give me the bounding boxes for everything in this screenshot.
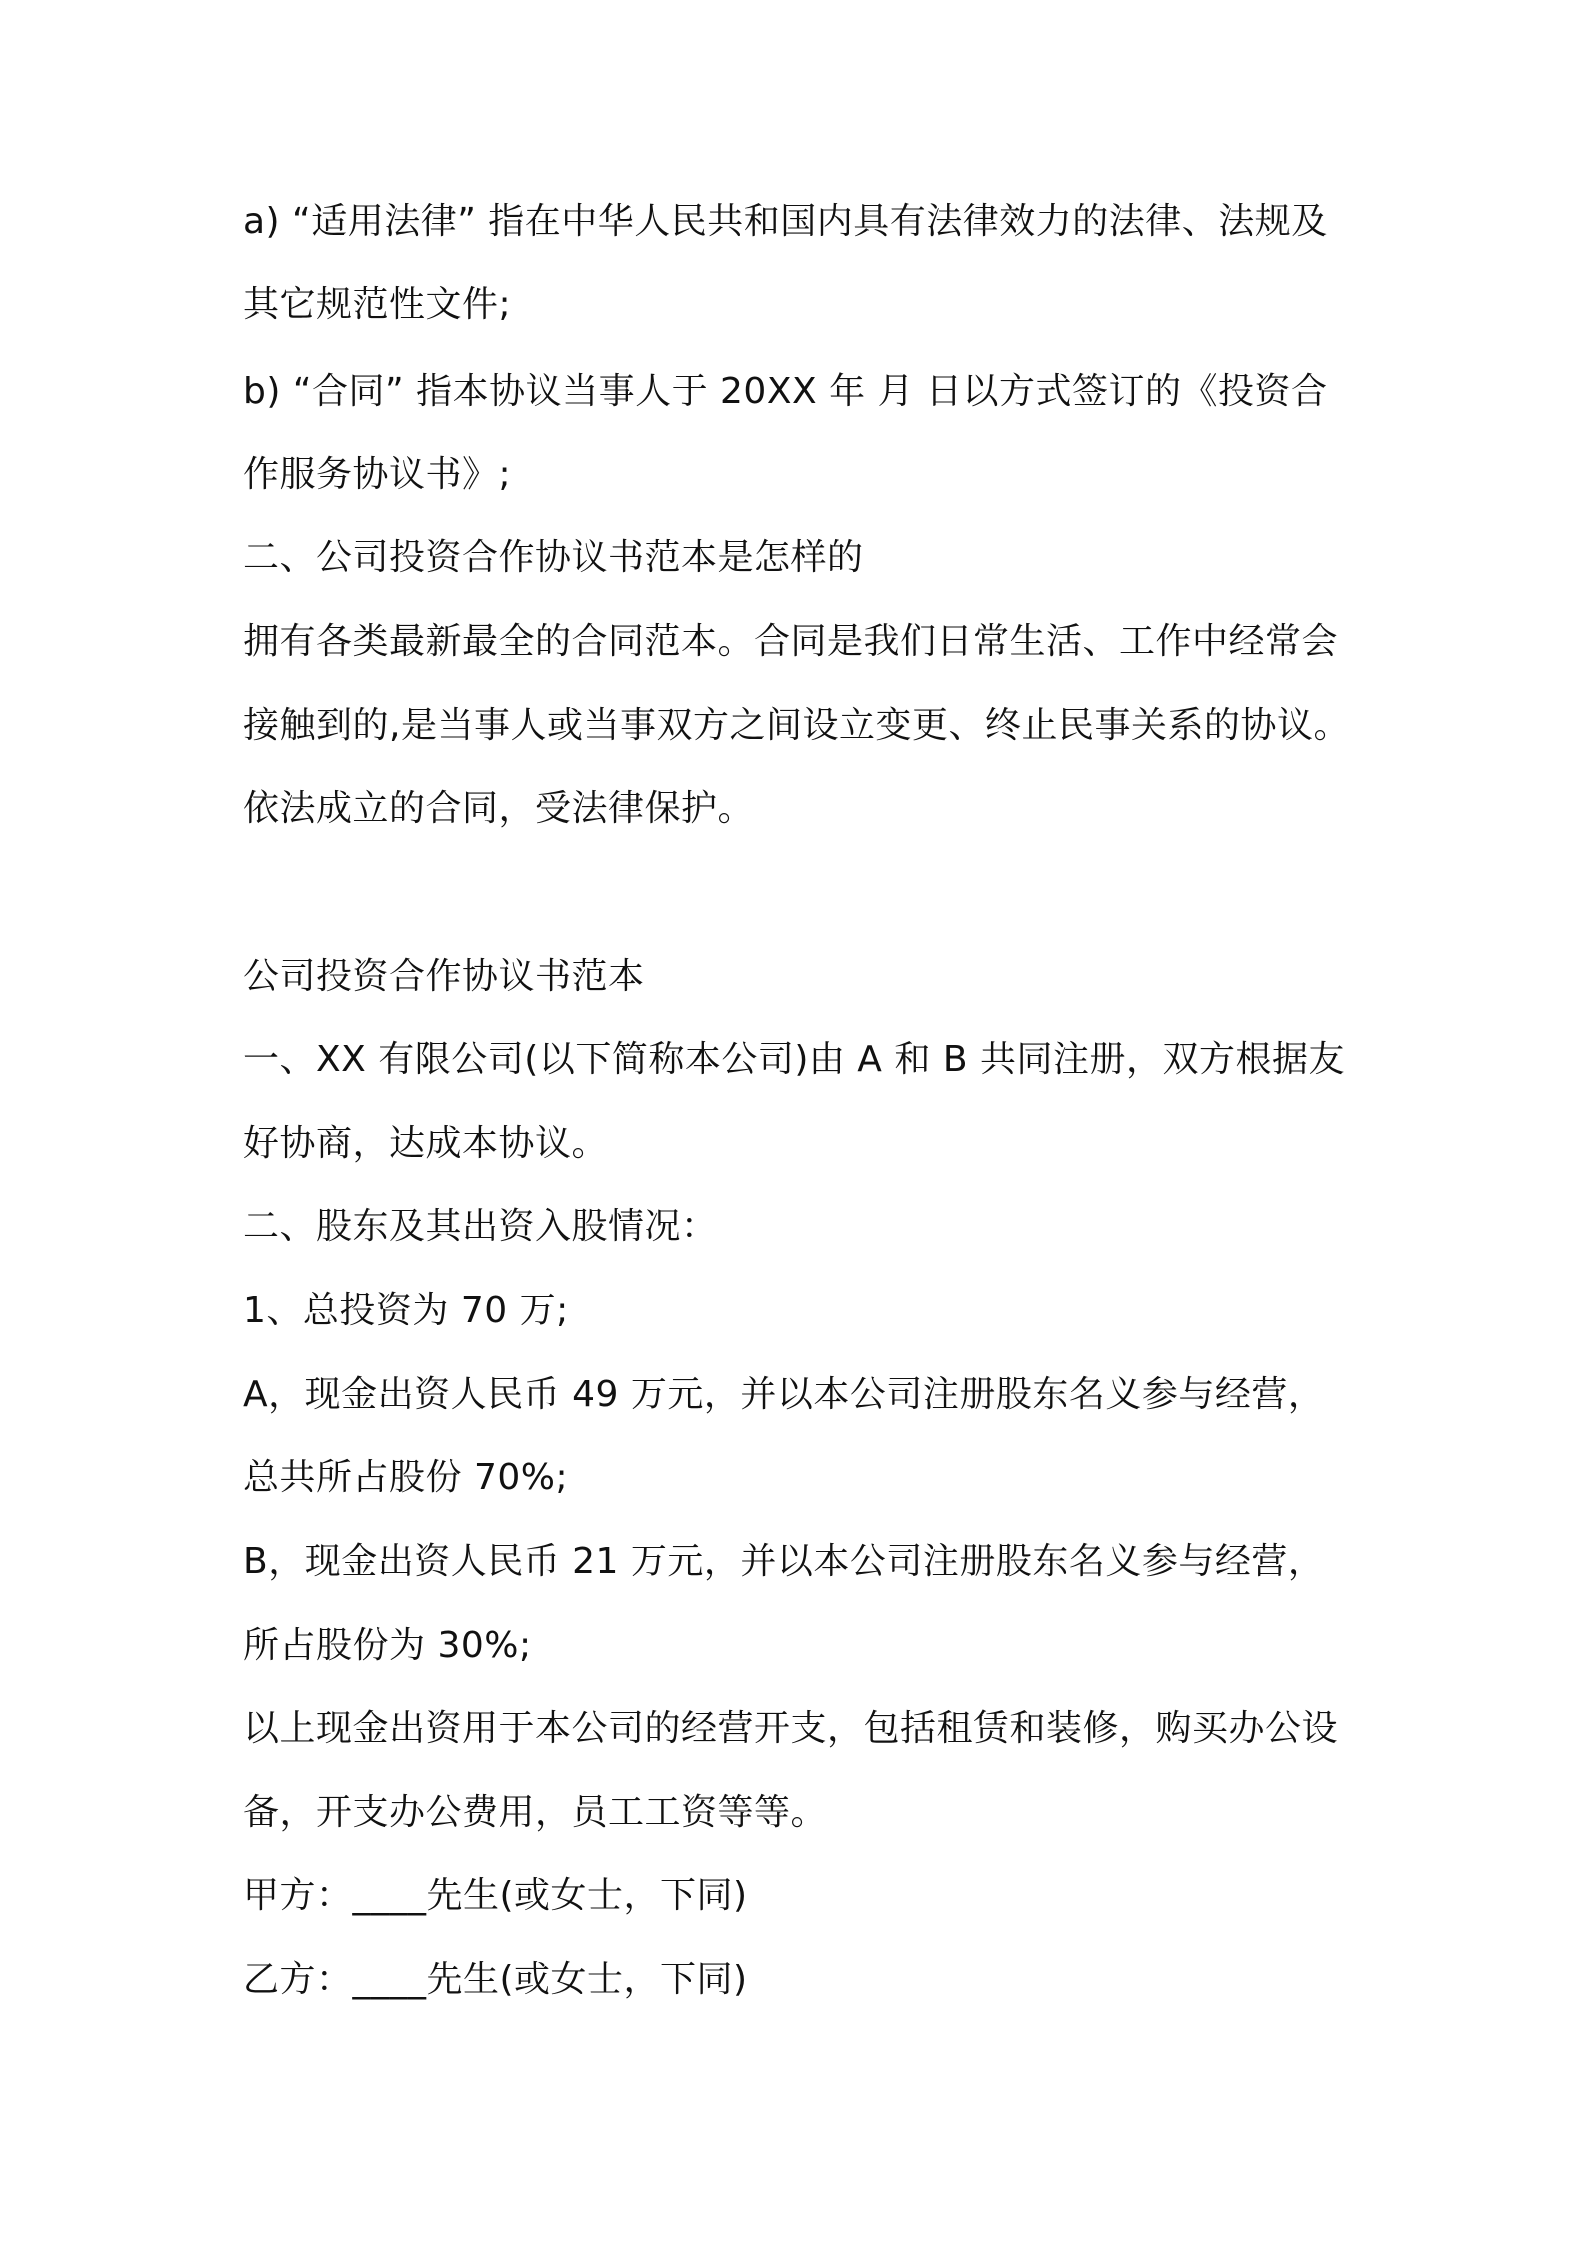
clause-1-line-2: 好协商，达成本协议。: [243, 1123, 609, 1164]
party-b-contribution-line-1: B，现金出资人民币 21 万元，并以本公司注册股东名义参与经营，: [243, 1541, 1325, 1582]
clause-1-line-1: 一、XX 有限公司(以下简称本公司)由 A 和 B 共同注册，双方根据友: [243, 1039, 1345, 1080]
intro-paragraph-line-3: 依法成立的合同，受法律保护。: [243, 788, 755, 829]
template-title: 公司投资合作协议书范本: [243, 956, 645, 997]
intro-paragraph-line-1: 拥有各类最新最全的合同范本。合同是我们日常生活、工作中经常会: [243, 621, 1339, 662]
definition-b-line-2: 作服务协议书》;: [243, 454, 512, 495]
party-a-contribution-line-1: A，现金出资人民币 49 万元，并以本公司注册股东名义参与经营，: [243, 1374, 1325, 1415]
party-b-signature-line: 乙方：____先生(或女士，下同): [243, 1959, 748, 2000]
definition-a-line-2: 其它规范性文件;: [243, 284, 512, 325]
clause-2-heading: 二、股东及其出资入股情况：: [243, 1206, 718, 1247]
definition-a-line-1: a) “适用法律” 指在中华人民共和国内具有法律效力的法律、法规及: [243, 201, 1328, 242]
capital-usage-line-2: 备，开支办公费用，员工工资等等。: [243, 1792, 828, 1833]
definition-b-line-1: b) “合同” 指本协议当事人于 20XX 年 月 日以方式签订的《投资合: [243, 371, 1328, 412]
party-a-contribution-line-2: 总共所占股份 70%;: [243, 1457, 569, 1498]
party-b-contribution-line-2: 所占股份为 30%;: [243, 1625, 532, 1666]
party-a-signature-line: 甲方：____先生(或女士，下同): [243, 1875, 748, 1916]
capital-usage-line-1: 以上现金出资用于本公司的经营开支，包括租赁和装修，购买办公设: [243, 1708, 1339, 1749]
intro-paragraph-line-2: 接触到的,是当事人或当事双方之间设立变更、终止民事关系的协议。: [243, 705, 1350, 746]
section-heading: 二、公司投资合作协议书范本是怎样的: [243, 537, 864, 578]
total-investment-line: 1、总投资为 70 万;: [243, 1290, 569, 1331]
